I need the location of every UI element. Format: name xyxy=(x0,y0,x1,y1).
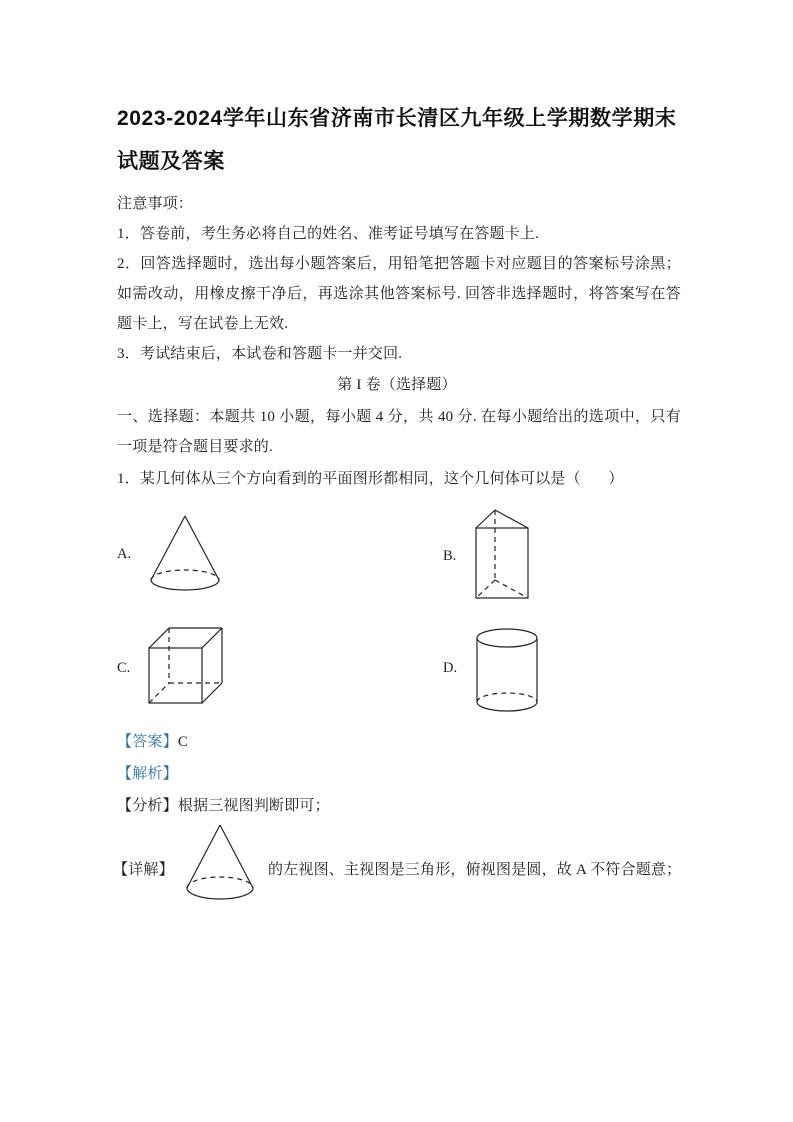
cone-figure xyxy=(149,512,221,594)
option-a-label: A. xyxy=(117,546,132,562)
question-stem: 1．某几何体从三个方向看到的平面图形都相同，这个几何体可以是（ ） xyxy=(117,471,624,487)
answer-line xyxy=(117,727,188,757)
cube-figure xyxy=(147,626,227,708)
section-intro: 一、选择题：本题共 10 小题，每小题 4 分，共 40 分. 在每小题给出的选项中，只有一项是符合题目要求的. xyxy=(117,409,681,455)
fenxi-tag: 【分析】 xyxy=(117,798,178,814)
triangular-prism-figure xyxy=(473,508,531,603)
jiexi-tag: 【解析】 xyxy=(117,766,178,782)
option-c-label: C. xyxy=(117,660,131,676)
fenxi-text: 根据三视图判断即可； xyxy=(177,798,330,814)
volume-heading: 第 I 卷（选择题） xyxy=(337,377,457,393)
cone-small-figure xyxy=(184,822,256,904)
option-d-label: D. xyxy=(443,660,458,676)
fenxi-line xyxy=(117,791,330,821)
page-title-line2: 试题及答案 xyxy=(117,150,225,173)
option-b-label: B. xyxy=(443,548,457,564)
answer-value: C xyxy=(177,734,189,750)
notice-item-2: 2．回答选择题时，选出每小题答案后，用铅笔把答题卡对应题目的答案标号涂黑；如需改动，用橡皮擦干净后，再选涂其他答案标号. 回答非选择题时，将答案写在答题卡上，写在试卷上无效. xyxy=(117,256,681,332)
page-title-line1: 2023-2024学年山东省济南市长清区九年级上学期数学期末 xyxy=(117,107,677,130)
notice-heading: 注意事项： xyxy=(117,196,194,212)
cylinder-figure xyxy=(475,624,539,716)
notice-item-3: 3．考试结束后，本试卷和答题卡一并交回. xyxy=(117,346,403,362)
xiangjie-text: 的左视图、主视图是三角形，俯视图是圆，故 A 不符合题意； xyxy=(268,862,682,878)
xiangjie-tag: 【详解】 xyxy=(113,862,174,878)
notice-item-1: 1．答卷前，考生务必将自己的姓名、准考证号填写在答题卡上. xyxy=(117,226,540,242)
answer-tag: 【答案】 xyxy=(117,734,178,750)
